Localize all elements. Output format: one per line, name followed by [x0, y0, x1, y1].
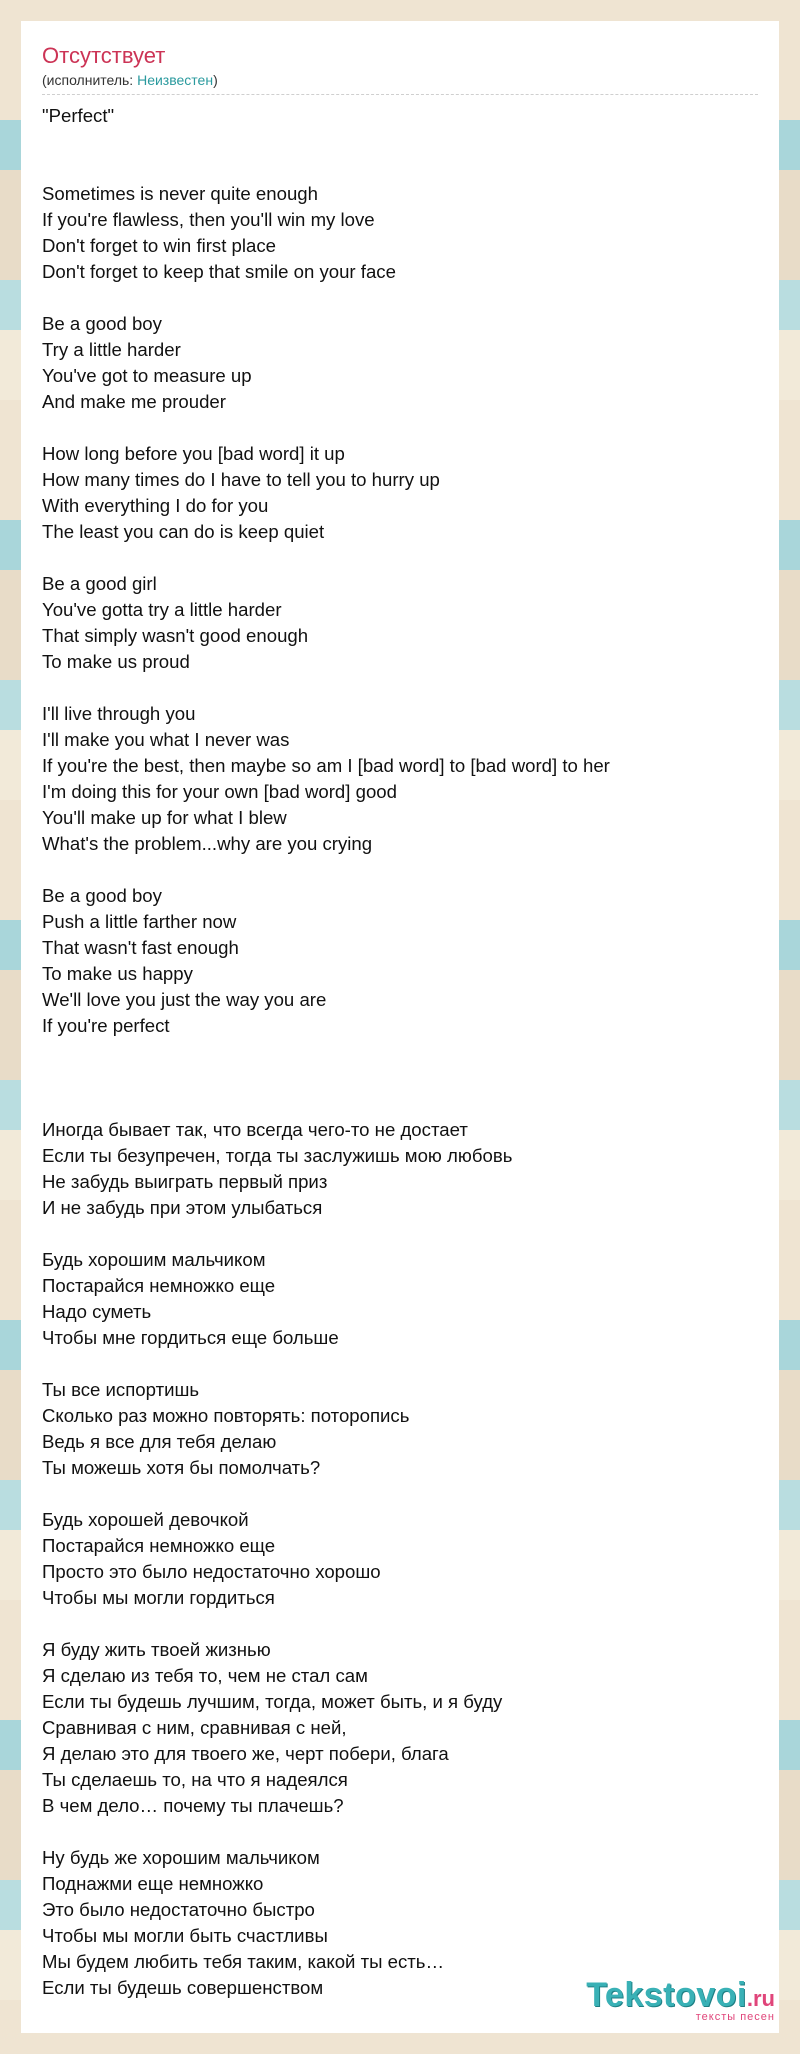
lyric-line: We'll love you just the way you are [42, 989, 327, 1010]
lyric-line: Это было недостаточно быстро [42, 1899, 315, 1920]
lyric-line: Я сделаю из тебя то, чем не стал сам [42, 1665, 368, 1686]
lyric-line: With everything I do for you [42, 495, 269, 516]
lyric-line: Не забудь выиграть первый приз [42, 1171, 328, 1192]
lyric-line: Мы будем любить тебя таким, какой ты есть… [42, 1951, 445, 1972]
lyric-line: Иногда бывает так, что всегда чего-то не достает [42, 1119, 468, 1140]
lyric-line: Будь хорошим мальчиком [42, 1249, 266, 1270]
lyric-line: That wasn't fast enough [42, 937, 239, 958]
lyric-line: And make me prouder [42, 391, 226, 412]
lyric-line: Ты сделаешь то, на что я надеялся [42, 1769, 348, 1790]
lyric-line: Don't forget to win first place [42, 235, 277, 256]
lyric-line: И не забудь при этом улыбаться [42, 1197, 323, 1218]
lyric-line: That simply wasn't good enough [42, 625, 309, 646]
lyric-line: Be a good boy [42, 313, 162, 334]
lyric-line: How many times do I have to tell you to hurry up [42, 469, 440, 490]
translation-lyrics [42, 1117, 762, 2001]
lyric-line: Просто это было недостаточно хорошо [42, 1561, 381, 1582]
lyric-line: Чтобы мы могли быть счастливы [42, 1925, 328, 1946]
lyric-line: Поднажми еще немножко [42, 1873, 264, 1894]
stanza [42, 1117, 762, 1221]
lyric-line: Ведь я все для тебя делаю [42, 1431, 277, 1452]
stanza [42, 701, 762, 857]
lyric-line: Don't forget to keep that smile on your face [42, 261, 396, 282]
site-logo[interactable] [586, 1976, 775, 2023]
logo-tld: .ru [746, 1986, 775, 2011]
lyric-line: Будь хорошей девочкой [42, 1509, 249, 1530]
stanza [42, 1377, 762, 1481]
stanza [42, 441, 762, 545]
logo-tagline: тексты песен [695, 2011, 775, 2023]
lyric-line: Чтобы мне гордиться еще больше [42, 1327, 339, 1348]
lyric-line: To make us happy [42, 963, 193, 984]
lyric-line: Ты все испортишь [42, 1379, 200, 1400]
stanza [42, 1247, 762, 1351]
lyric-line: Сколько раз можно повторять: поторопись [42, 1405, 410, 1426]
lyric-line: Be a good girl [42, 573, 157, 594]
lyric-line: Чтобы мы могли гордиться [42, 1587, 275, 1608]
lyric-line: If you're flawless, then you'll win my love [42, 209, 375, 230]
lyric-line: В чем дело… почему ты плачешь? [42, 1795, 344, 1816]
lyric-line: Ну будь же хорошим мальчиком [42, 1847, 320, 1868]
stanza [42, 311, 762, 415]
artist-suffix: ) [213, 72, 218, 88]
lyric-line: Sometimes is never quite enough [42, 183, 318, 204]
artist-line [42, 72, 218, 88]
stanza [42, 181, 762, 285]
artist-prefix: (исполнитель: [42, 72, 138, 88]
lyric-line: If you're perfect [42, 1015, 170, 1036]
lyric-line: To make us proud [42, 651, 190, 672]
lyric-line: If you're the best, then maybe so am I [bad word] to [bad word] to her [42, 755, 610, 776]
lyric-line: Push a little farther now [42, 911, 237, 932]
lyric-line: Надо суметь [42, 1301, 152, 1322]
lyric-line: Постарайся немножко еще [42, 1275, 276, 1296]
logo-name: Tekstovoi [586, 1976, 747, 2014]
lyric-line: Try a little harder [42, 339, 181, 360]
lyric-line: You'll make up for what I blew [42, 807, 287, 828]
lyric-line: Если ты будешь совершенством [42, 1977, 324, 1998]
stanza [42, 883, 762, 1039]
lyric-line: I'm doing this for your own [bad word] good [42, 781, 397, 802]
lyric-line: How long before you [bad word] it up [42, 443, 345, 464]
lyric-line: Если ты будешь лучшим, тогда, может быть, и я буду [42, 1691, 503, 1712]
stanza [42, 1507, 762, 1611]
lyric-line: I'll live through you [42, 703, 196, 724]
page-title: Отсутствует [42, 43, 166, 68]
stanza [42, 571, 762, 675]
original-lyrics [42, 181, 762, 1039]
artist-link[interactable]: Неизвестен [137, 72, 214, 88]
lyric-line: Ты можешь хотя бы помолчать? [42, 1457, 321, 1478]
lyric-line: What's the problem...why are you crying [42, 833, 373, 854]
lyric-line: You've gotta try a little harder [42, 599, 282, 620]
lyric-line: I'll make you what I never was [42, 729, 290, 750]
lyrics-card [21, 21, 779, 2033]
lyric-line: The least you can do is keep quiet [42, 521, 325, 542]
lyric-line: Я буду жить твоей жизнью [42, 1639, 271, 1660]
song-title: "Perfect" [42, 105, 115, 126]
lyric-line: Постарайся немножко еще [42, 1535, 276, 1556]
stanza [42, 1637, 762, 1819]
header-divider [42, 94, 758, 95]
lyric-line: Be a good boy [42, 885, 162, 906]
lyric-line: Сравнивая с ним, сравнивая с ней, [42, 1717, 347, 1738]
lyric-line: You've got to measure up [42, 365, 252, 386]
lyrics-body [42, 103, 762, 2001]
lyric-line: Если ты безупречен, тогда ты заслужишь мою любовь [42, 1145, 513, 1166]
lyric-line: Я делаю это для твоего же, черт побери, блага [42, 1743, 449, 1764]
